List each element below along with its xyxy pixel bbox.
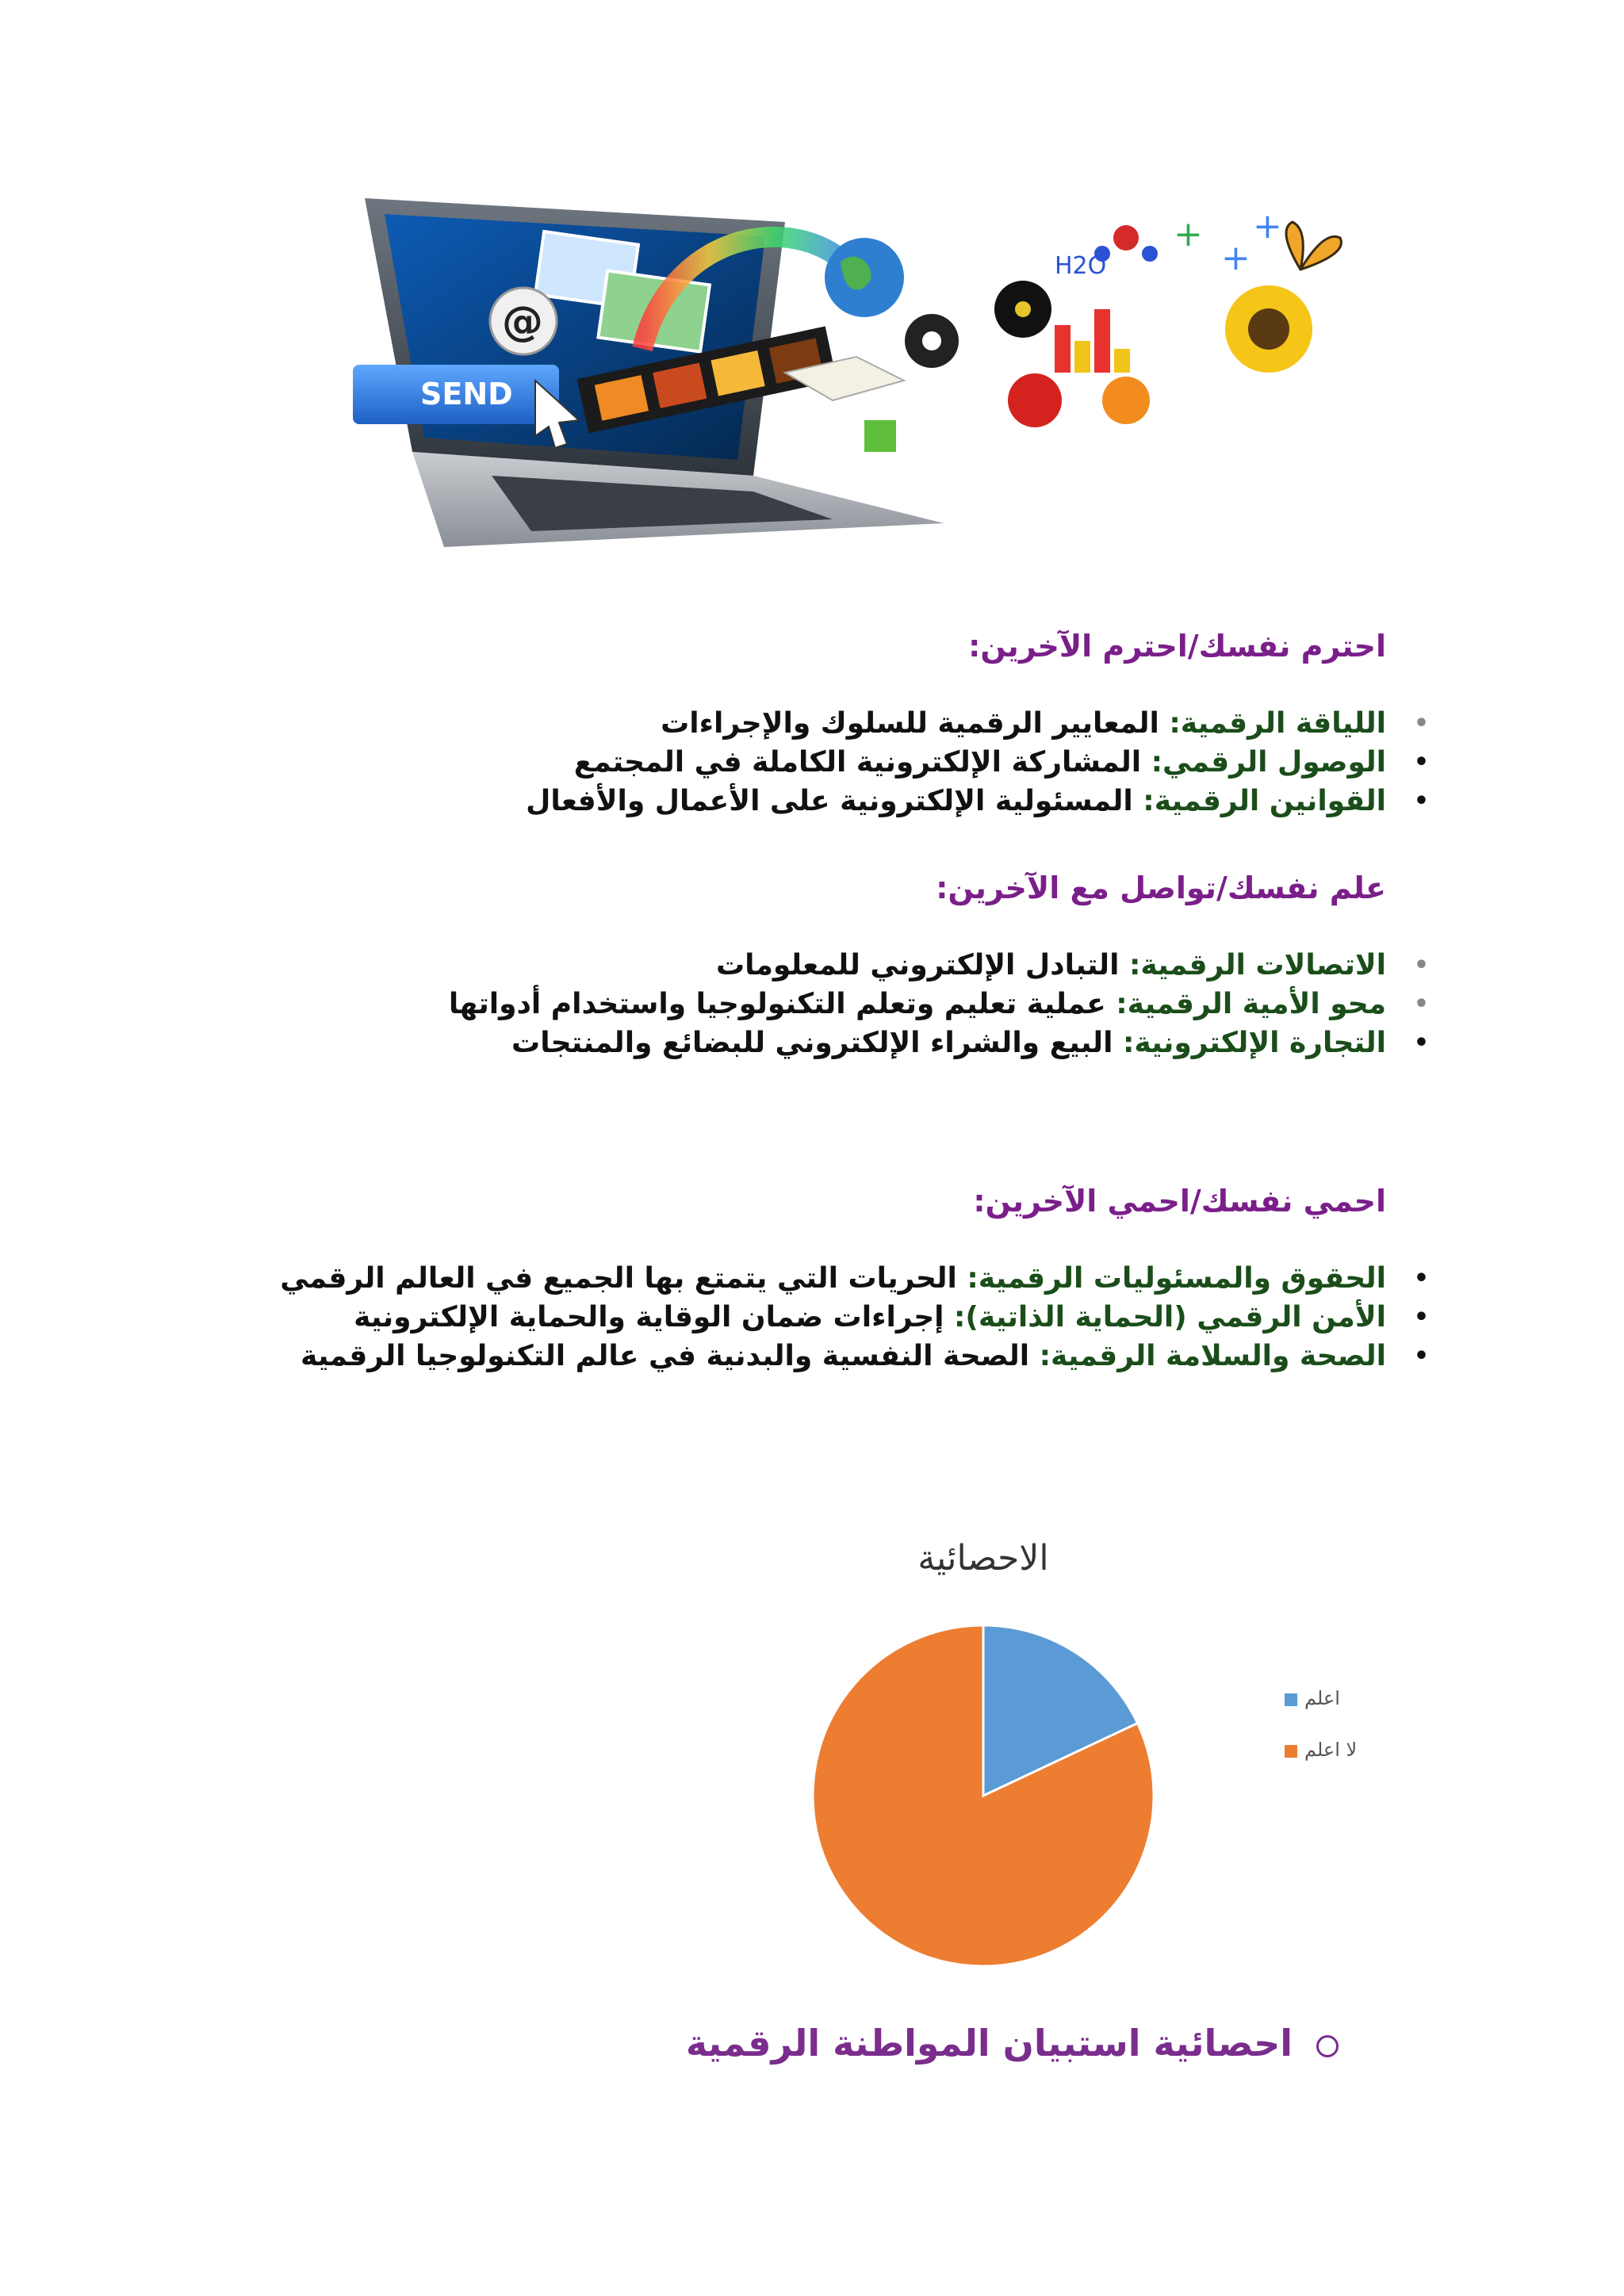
item-desc: الصحة النفسية والبدنية في عالم التكنولوجيا الرقمية — [301, 1340, 1040, 1372]
item-desc: التبادل الإلكتروني للمعلومات — [715, 949, 1129, 982]
item-term: الحقوق والمسئوليات الرقمية: — [967, 1262, 1386, 1295]
legend-label: اعلم — [1304, 1687, 1340, 1709]
item-desc: المشاركة الإلكترونية الكاملة في المجتمع — [573, 746, 1151, 779]
item-term: الأمن الرقمي (الحماية الذاتية): — [954, 1301, 1386, 1334]
item-term: القوانين الرقمية: — [1143, 785, 1386, 817]
item-term: الاتصالات الرقمية: — [1128, 949, 1386, 982]
bullet-icon: • — [1413, 748, 1429, 776]
item-desc: عملية تعليم وتعلم التكنولوجيا واستخدام أدواتها — [448, 988, 1116, 1020]
circle-bullet-icon — [1316, 2035, 1339, 2057]
item-term: الوصول الرقمي: — [1151, 746, 1386, 779]
bullet-icon: • — [1413, 710, 1429, 737]
section-heading: علم نفسك/تواصل مع الآخرين: — [936, 871, 1386, 905]
section-respect — [260, 626, 1429, 821]
list-item — [260, 1024, 1429, 1062]
legend-swatch — [1285, 1693, 1297, 1706]
item-list — [260, 946, 1429, 1062]
survey-pie-chart — [785, 1522, 1404, 1982]
hero-illustration — [341, 190, 1380, 563]
list-item — [260, 743, 1429, 782]
chart-caption — [686, 2022, 1339, 2064]
legend-swatch — [1285, 1745, 1297, 1758]
chart-title: الاحصائية — [917, 1538, 1049, 1578]
svg-text:+: + — [1253, 206, 1282, 247]
at-symbol: @ — [502, 298, 543, 346]
section-communicate — [260, 868, 1429, 1062]
bullet-icon: • — [1413, 1265, 1429, 1292]
item-desc: البيع والشراء الإلكتروني للبضائع والمنتجات — [511, 1027, 1123, 1059]
svg-text:+: + — [1221, 238, 1251, 278]
list-item — [260, 704, 1429, 743]
item-desc: المعايير الرقمية للسلوك والإجراءات — [661, 707, 1170, 740]
send-label: SEND — [420, 377, 513, 411]
item-desc: إجراءات ضمان الوقاية والحماية الإلكترونية — [354, 1301, 955, 1334]
bullet-icon: • — [1413, 1303, 1429, 1331]
item-term: محو الأمية الرقمية: — [1116, 988, 1386, 1020]
svg-text:+: + — [1174, 214, 1203, 254]
item-term: اللياقة الرقمية: — [1169, 707, 1386, 740]
list-item — [260, 985, 1429, 1024]
item-desc: المسئولية الإلكترونية على الأعمال والأفعال — [526, 785, 1143, 817]
legend-label: لا اعلم — [1304, 1739, 1358, 1761]
bullet-icon: • — [1413, 990, 1429, 1018]
section-protect — [260, 1181, 1429, 1376]
item-term: التجارة الإلكترونية: — [1122, 1027, 1386, 1059]
item-list — [260, 704, 1429, 821]
list-item — [260, 946, 1429, 985]
item-term: الصحة والسلامة الرقمية: — [1039, 1340, 1386, 1372]
list-item — [260, 1298, 1429, 1337]
formula-label: H2O — [1055, 252, 1107, 280]
list-item — [260, 782, 1429, 821]
item-desc: الحريات التي يتمتع بها الجميع في العالم الرقمي — [280, 1262, 967, 1295]
section-heading: احمي نفسك/احمي الآخرين: — [973, 1184, 1386, 1219]
list-item — [260, 1337, 1429, 1376]
bullet-icon: • — [1413, 1342, 1429, 1370]
caption-text: احصائية استبيان المواطنة الرقمية — [685, 2022, 1293, 2064]
item-list — [260, 1259, 1429, 1376]
bullet-icon: • — [1413, 951, 1429, 979]
section-heading: احترم نفسك/احترم الآخرين: — [968, 629, 1386, 664]
list-item — [260, 1259, 1429, 1298]
bullet-icon: • — [1413, 787, 1429, 815]
bullet-icon: • — [1413, 1029, 1429, 1057]
